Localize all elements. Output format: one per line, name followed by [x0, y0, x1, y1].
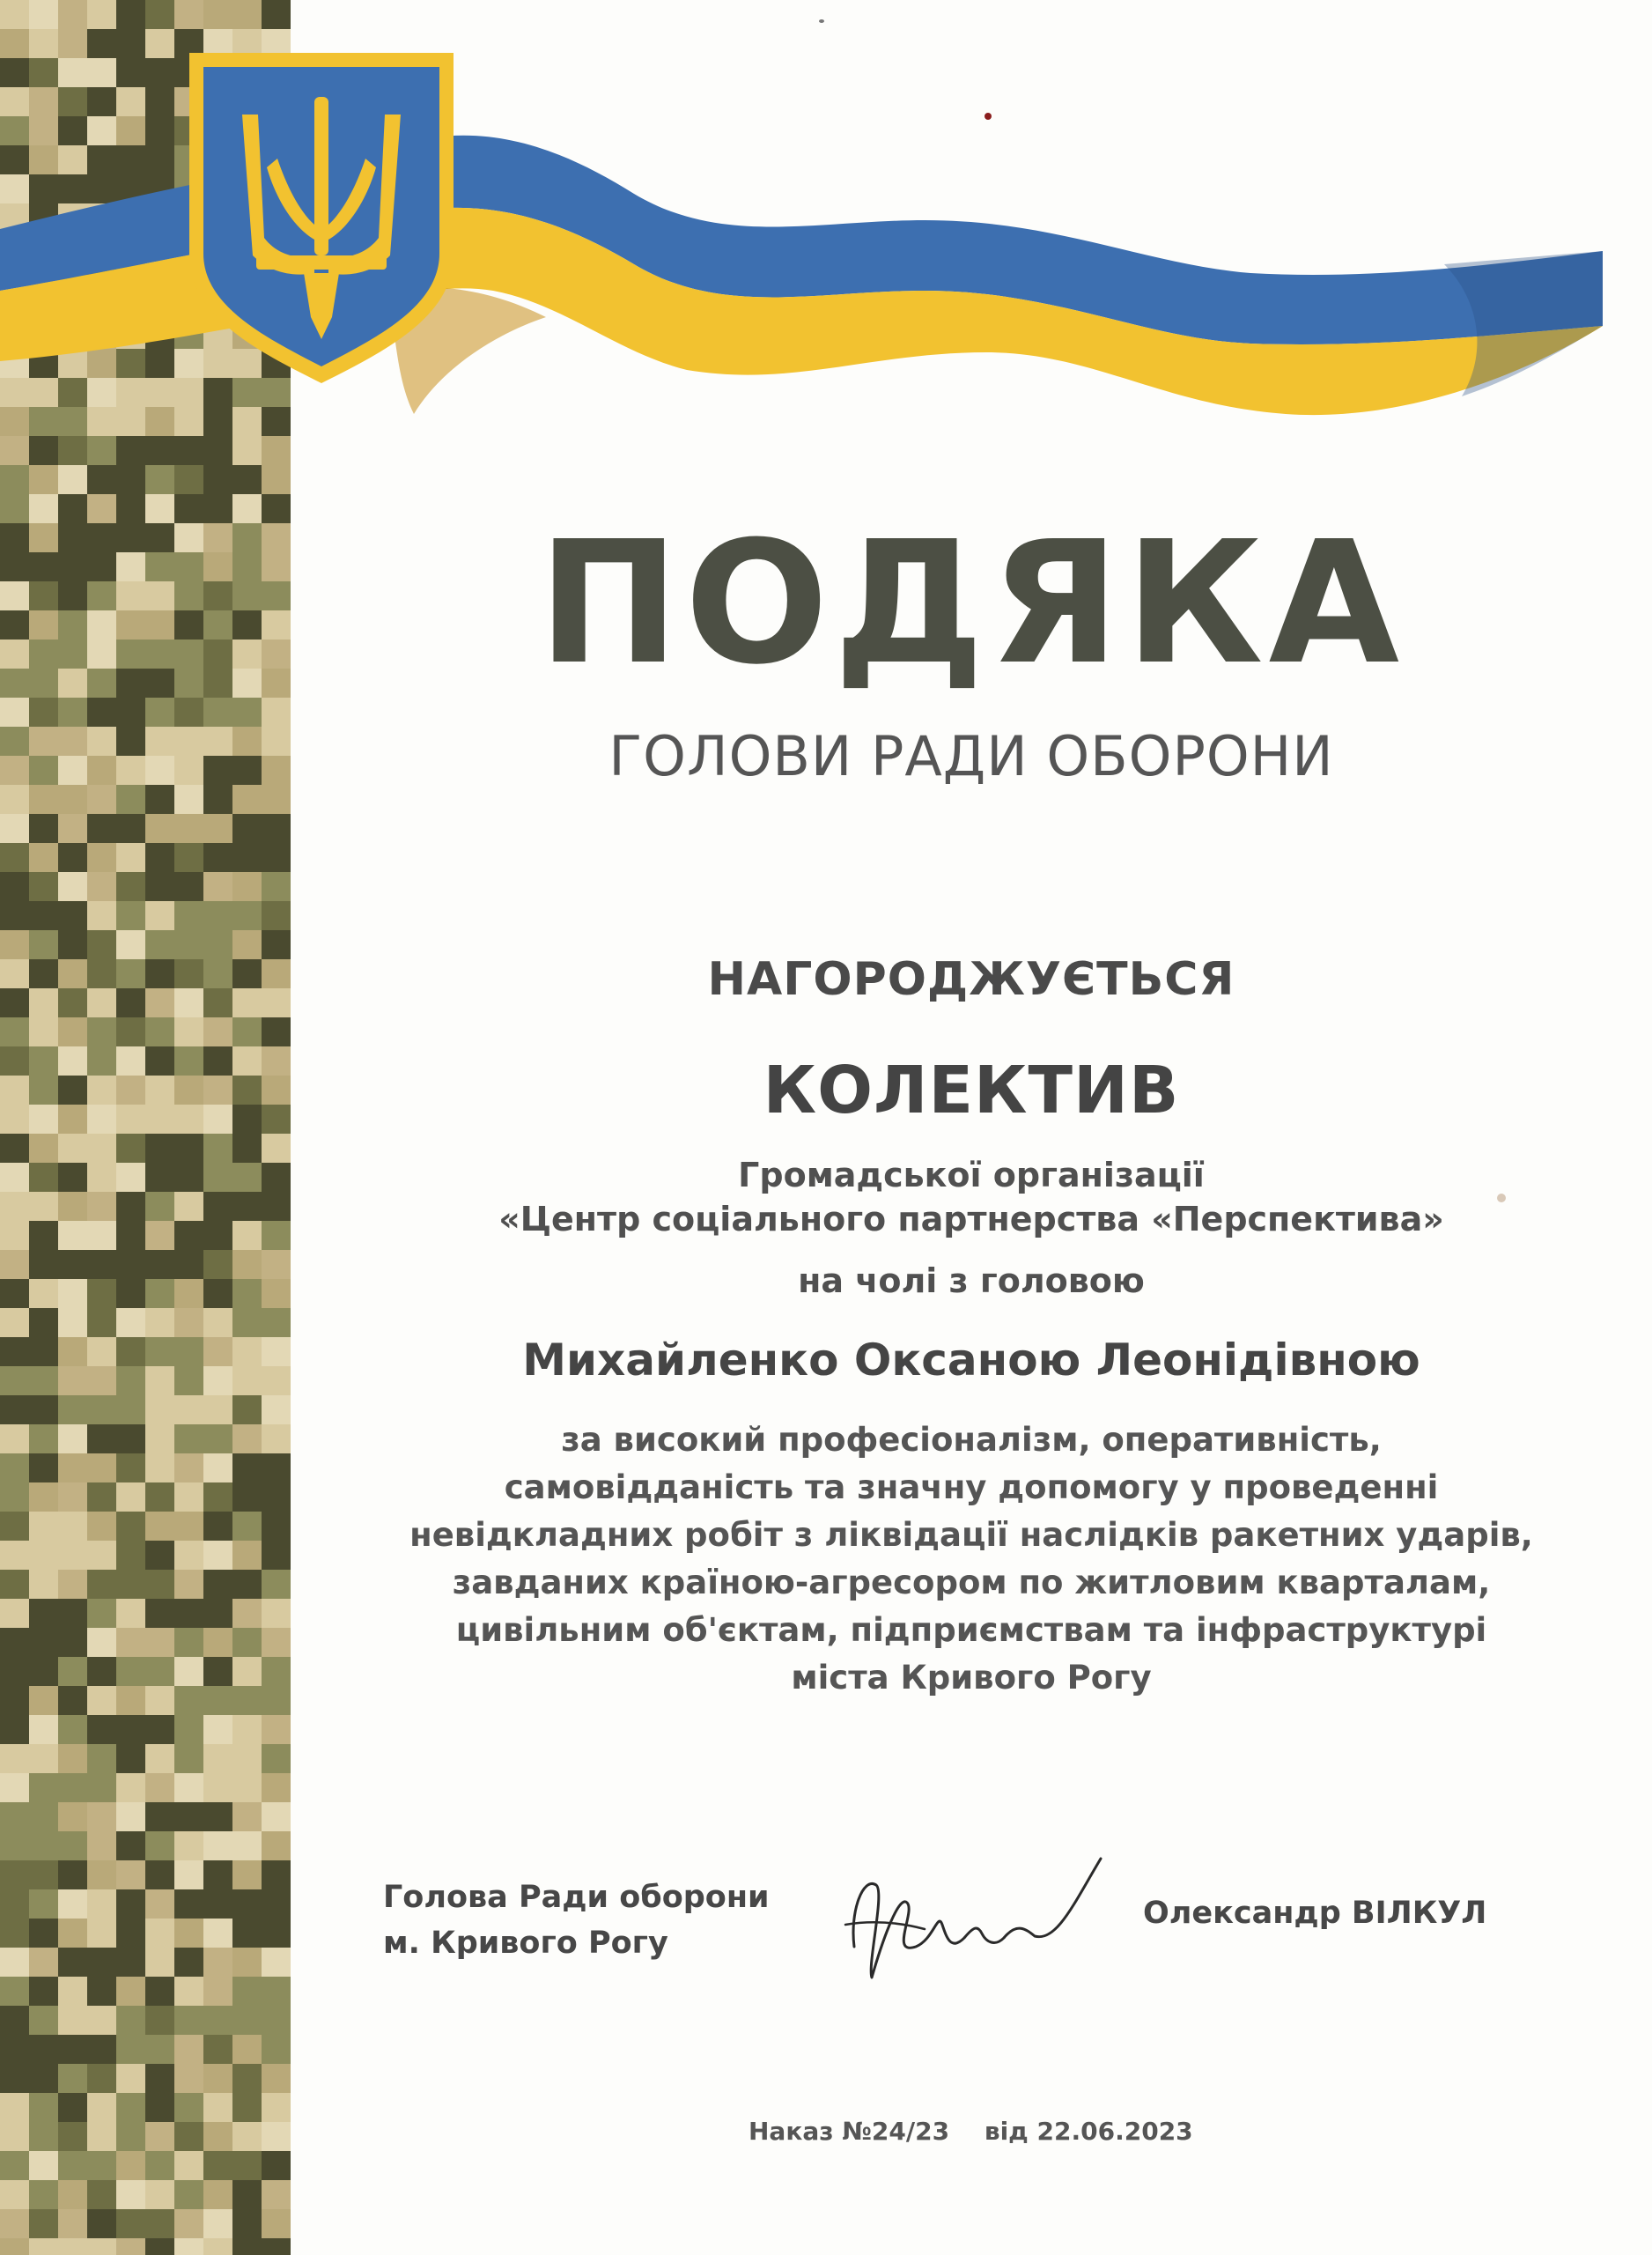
certificate-title: ПОДЯКА [537, 506, 1405, 702]
scan-speck [819, 19, 824, 23]
reason-line: невідкладних робіт з ліквідації наслідків ракетних ударів, [409, 1516, 1533, 1554]
reason-line: завданих країною-агресором по житловим кварталам, [452, 1564, 1491, 1601]
recipient-person: Михайленко Оксаною Леонідівною [522, 1335, 1420, 1386]
awarded-label: НАГОРОДЖУЄТЬСЯ [707, 953, 1235, 1006]
scan-speck [1497, 1194, 1506, 1202]
signatory-position-line-2: м. Кривого Рогу [383, 1926, 668, 1961]
certificate-content [291, 0, 1652, 2255]
reason-line: цивільним об'єктам, підприємствам та інфраструктурі [455, 1611, 1487, 1649]
signatory-position-line-1: Голова Ради оборони [383, 1880, 770, 1915]
award-reason [291, 1416, 1652, 1702]
signatory-position [383, 1874, 770, 1966]
order-reference [749, 2117, 1220, 2146]
organization-line-2: «Центр соціального партнерства «Перспектива» [498, 1200, 1444, 1238]
certificate-subtitle: ГОЛОВИ РАДИ ОБОРОНИ [608, 724, 1334, 788]
reason-line: самовідданість та значну допомогу у проведенні [504, 1468, 1439, 1506]
signatory-name: Олександр ВІЛКУЛ [1143, 1896, 1487, 1931]
head-line: на чолі з головою [798, 1261, 1145, 1300]
reason-line: міста Кривого Рогу [791, 1659, 1152, 1697]
order-number: Наказ №24/23 [749, 2117, 950, 2146]
order-date: від 22.06.2023 [984, 2117, 1193, 2146]
recipient-label: КОЛЕКТИВ [763, 1053, 1180, 1128]
reason-line: за високий професіоналізм, оперативність, [561, 1421, 1382, 1459]
handwritten-signature [837, 1841, 1118, 2000]
organization-line-1: Громадської організації [738, 1156, 1205, 1194]
scan-speck [985, 113, 992, 120]
